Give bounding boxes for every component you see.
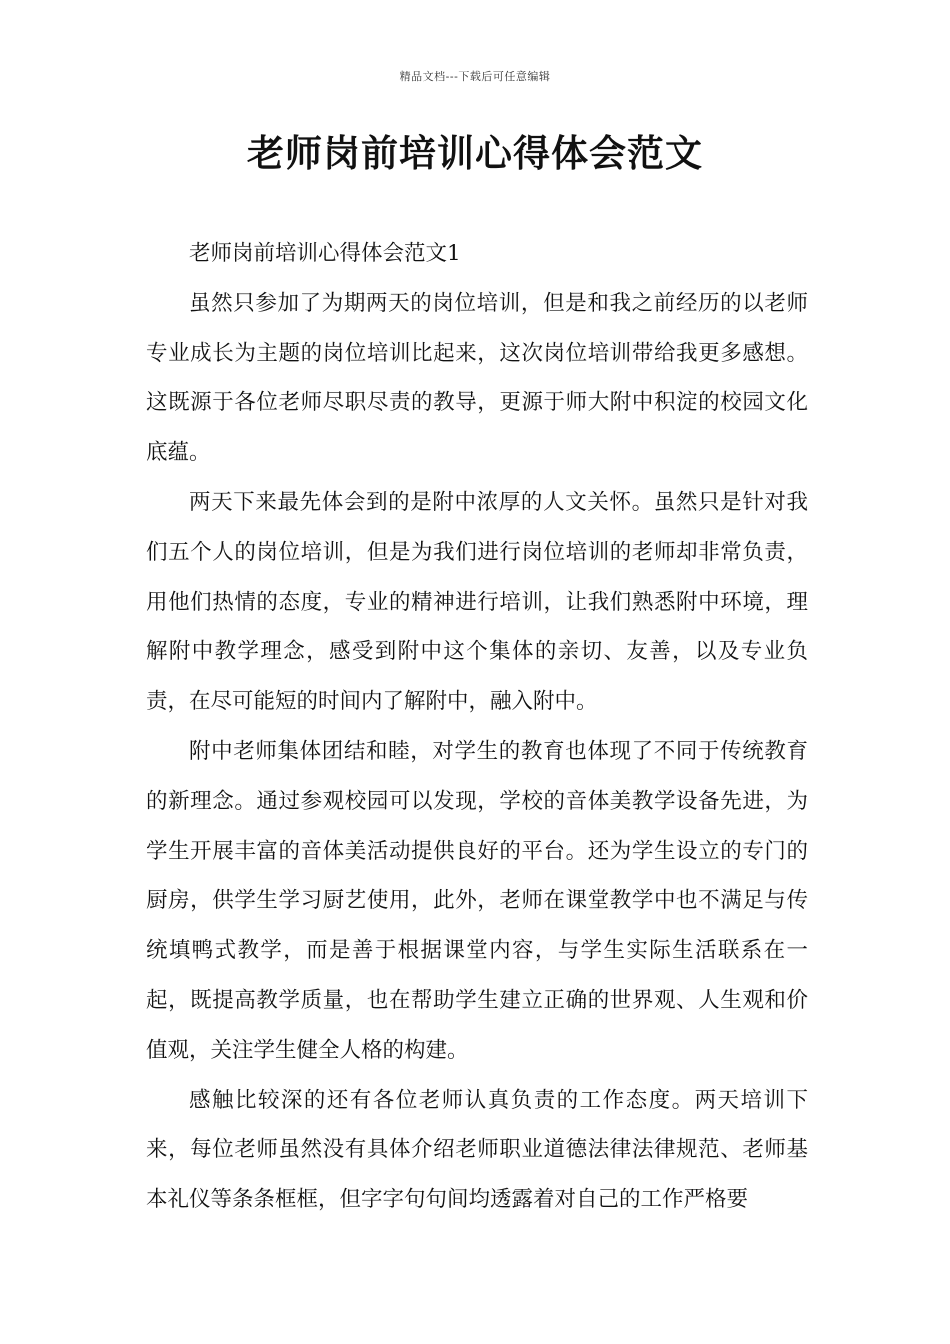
paragraph-3: 附中老师集体团结和睦，对学生的教育也体现了不同于传统教育的新理念。通过参观校园可以发现，学校的音体美教学设备先进，为学生开展丰富的音体美活动提供良好的平台。还为学生设立的专门的厨房，供学生学习厨艺使用，此外，老师在课堂教学中也不满足与传统填鸭式教学，而是善于根据课堂内容，与学生实际生活联系在一起，既提高教学质量，也在帮助学生建立正确的世界观、人生观和价值观，关注学生健全人格的构建。	[146, 738, 808, 1063]
document-title: 老师岗前培训心得体会范文	[247, 131, 703, 175]
paragraph-2: 两天下来最先体会到的是附中浓厚的人文关怀。虽然只是针对我们五个人的岗位培训，但是为我们进行岗位培训的老师却非常负责，用他们热情的态度，专业的精神进行培训，让我们熟悉附中环境，理解附中教学理念，感受到附中这个集体的亲切、友善，以及专业负责，在尽可能短的时间内了解附中，融入附中。	[146, 489, 808, 715]
paragraph-1: 虽然只参加了为期两天的岗位培训，但是和我之前经历的以老师专业成长为主题的岗位培训比起来，这次岗位培训带给我更多感想。这既源于各位老师尽职尽责的教导，更源于师大附中积淀的校园文化底蕴。	[146, 290, 808, 466]
header-note: 精品文档---下载后可任意编辑	[399, 70, 551, 83]
section-heading: 老师岗前培训心得体会范文1	[189, 241, 461, 266]
paragraph-4: 感触比较深的还有各位老师认真负责的工作态度。两天培训下来，每位老师虽然没有具体介绍老师职业道德法律法律规范、老师基本礼仪等条条框框，但字字句句间均透露着对自己的工作严格要	[146, 1087, 808, 1213]
document-body	[146, 229, 808, 1225]
